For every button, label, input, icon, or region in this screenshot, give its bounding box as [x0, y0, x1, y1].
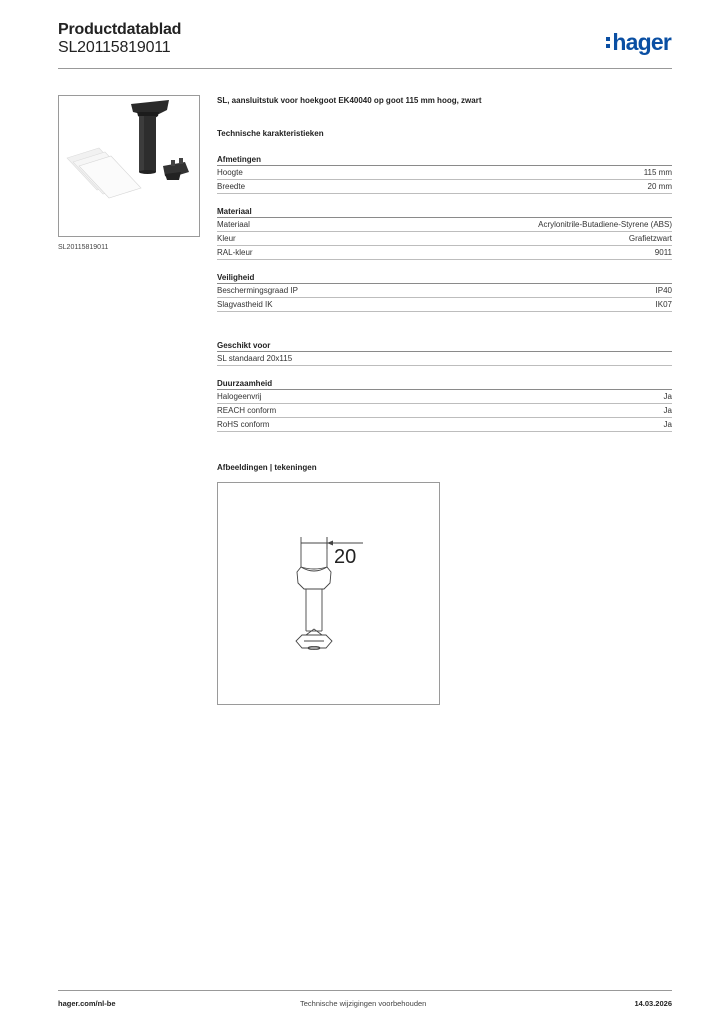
product-code: SL20115819011: [58, 39, 171, 56]
footer-divider: [58, 990, 672, 991]
spec-value: 9011: [654, 248, 672, 257]
spec-value: Ja: [663, 406, 672, 415]
hager-logo: [606, 28, 671, 56]
spec-value: Grafietzwart: [628, 234, 672, 243]
spec-row: [217, 232, 672, 246]
spec-row: [217, 298, 672, 312]
spec-label: RoHS conform: [217, 420, 270, 429]
group-duurzaamheid: [217, 378, 672, 432]
product-photo: [58, 95, 200, 237]
group-title: Geschikt voor: [217, 340, 672, 352]
group-title: Materiaal: [217, 206, 672, 218]
spec-row: [217, 284, 672, 298]
group-geschikt-voor: [217, 340, 672, 366]
clip-part-icon: [163, 158, 189, 180]
product-title: SL, aansluitstuk voor hoekgoot EK40040 op goot 115 mm hoog, zwart: [217, 96, 482, 105]
spec-value: Acrylonitrile-Butadiene-Styrene (ABS): [538, 220, 672, 229]
spec-value: Ja: [663, 392, 672, 401]
spec-row: [217, 166, 672, 180]
spec-label: Hoogte: [217, 168, 243, 177]
spec-label: Halogeenvrij: [217, 392, 262, 401]
spec-row: [217, 218, 672, 232]
group-title: Veiligheid: [217, 272, 672, 284]
dimension-label: 20: [334, 546, 357, 568]
footer-date: 14.03.2026: [634, 999, 672, 1008]
group-title: Afmetingen: [217, 154, 672, 166]
spec-row: [217, 180, 672, 194]
spec-label: Slagvastheid IK: [217, 300, 273, 309]
page-title: Productdatablad: [58, 21, 182, 38]
spec-row: [217, 246, 672, 260]
product-photo-illustration: [59, 96, 199, 236]
spec-value: 20 mm: [647, 182, 672, 191]
photo-caption: SL20115819011: [58, 244, 109, 251]
spec-value: IP40: [655, 286, 672, 295]
footer-notice: Technische wijzigingen voorbehouden: [300, 999, 427, 1008]
technical-content: [217, 96, 672, 444]
logo-text: hager: [612, 28, 671, 55]
connector-piece-icon: [131, 100, 169, 174]
spec-row: [217, 404, 672, 418]
group-veiligheid: [217, 272, 672, 312]
spec-row: [217, 352, 672, 366]
spec-value: 115 mm: [643, 168, 672, 177]
technical-drawing-illustration: [218, 483, 439, 704]
spec-label: Breedte: [217, 182, 246, 191]
sheet-strips-icon: [67, 148, 141, 198]
section-title: Technische karakteristieken: [217, 129, 324, 138]
group-title: Duurzaamheid: [217, 378, 672, 390]
spec-label: Beschermingsgraad IP: [217, 286, 298, 295]
spec-label: Materiaal: [217, 220, 250, 229]
header-divider: [58, 68, 672, 69]
group-materiaal: [217, 206, 672, 260]
spec-label: RAL-kleur: [217, 248, 253, 257]
spec-row: [217, 418, 672, 432]
footer-website-link[interactable]: hager.com/nl-be: [58, 999, 116, 1008]
spec-label: REACH conform: [217, 406, 277, 415]
spec-row: [217, 390, 672, 404]
images-heading: Afbeeldingen | tekeningen: [217, 463, 317, 472]
group-afmetingen: [217, 154, 672, 194]
spec-value: Ja: [663, 420, 672, 429]
spec-label: SL standaard 20x115: [217, 354, 293, 363]
logo-dots-icon: [606, 37, 610, 48]
spec-label: Kleur: [217, 234, 236, 243]
spec-value: IK07: [655, 300, 672, 309]
technical-drawing: [217, 482, 440, 705]
